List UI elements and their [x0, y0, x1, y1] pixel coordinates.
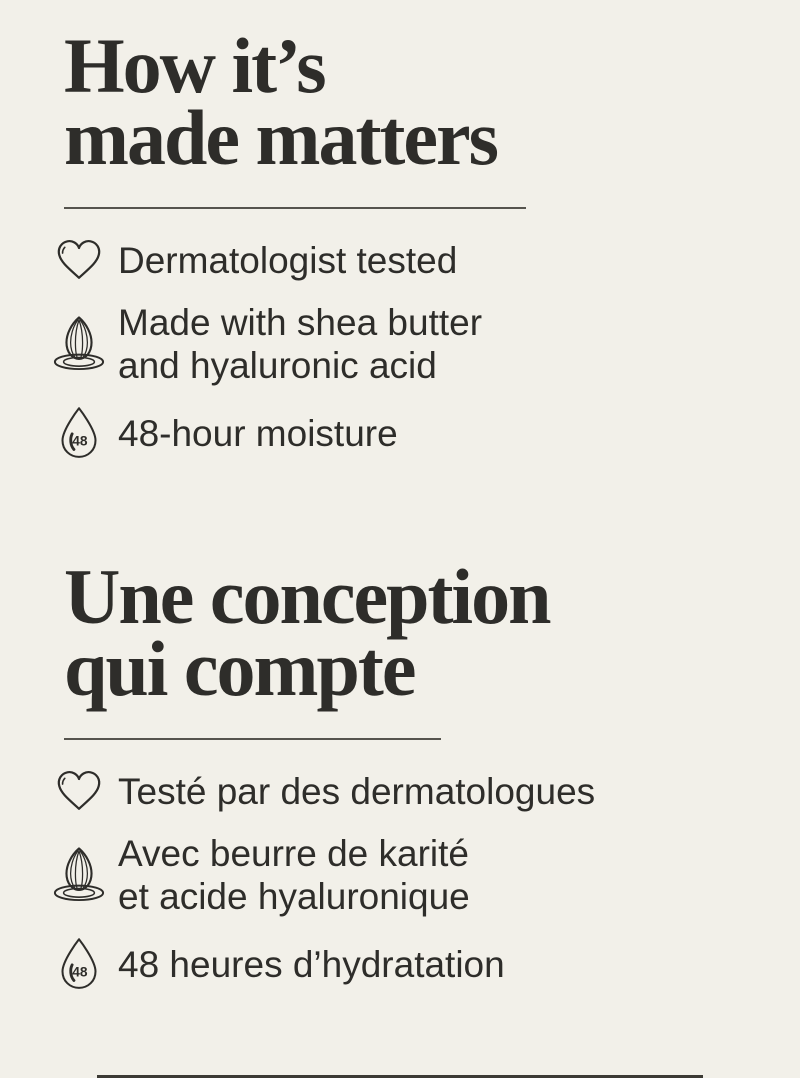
heading-english-line1: How it’s	[64, 22, 325, 109]
feature-text	[118, 770, 595, 813]
feature-line: Avec beurre de karité	[118, 833, 470, 874]
feature-line: et acide hyaluronique	[118, 876, 470, 917]
list-item	[52, 237, 736, 283]
shea-butter-icon	[52, 845, 106, 905]
droplet-48-label: 48	[72, 964, 88, 980]
feature-text	[118, 412, 398, 455]
feature-list-french	[52, 768, 736, 992]
heart-icon	[52, 237, 106, 283]
droplet-48-label: 48	[72, 433, 88, 449]
droplet-48-icon	[52, 936, 106, 992]
feature-text	[118, 239, 457, 282]
feature-line: Testé par des dermatologues	[118, 770, 596, 812]
heading-french	[64, 461, 736, 712]
shea-butter-icon	[52, 314, 106, 374]
list-item	[52, 768, 736, 814]
heading-english-line2: made matters	[64, 94, 497, 181]
heart-icon	[52, 768, 106, 814]
feature-line: 48 heures d’hydratation	[118, 943, 505, 985]
feature-text	[118, 832, 470, 918]
feature-line: Dermatologist tested	[118, 239, 458, 281]
section-french	[64, 461, 736, 992]
list-item	[52, 301, 736, 387]
list-item	[52, 405, 736, 461]
feature-line: and hyaluronic acid	[118, 345, 437, 386]
feature-line: 48-hour moisture	[118, 412, 398, 454]
feature-list-english	[52, 237, 736, 461]
feature-text	[118, 943, 505, 986]
feature-line: Made with shea butter	[118, 302, 483, 343]
divider-rule	[64, 738, 441, 740]
list-item	[52, 936, 736, 992]
section-english	[64, 0, 736, 461]
heading-english	[64, 0, 736, 181]
list-item	[52, 832, 736, 918]
heading-french-line2: qui compte	[64, 625, 415, 712]
feature-text	[118, 301, 482, 387]
droplet-48-icon	[52, 405, 106, 461]
divider-rule	[64, 207, 526, 209]
heading-french-line1: Une conception	[64, 553, 550, 640]
